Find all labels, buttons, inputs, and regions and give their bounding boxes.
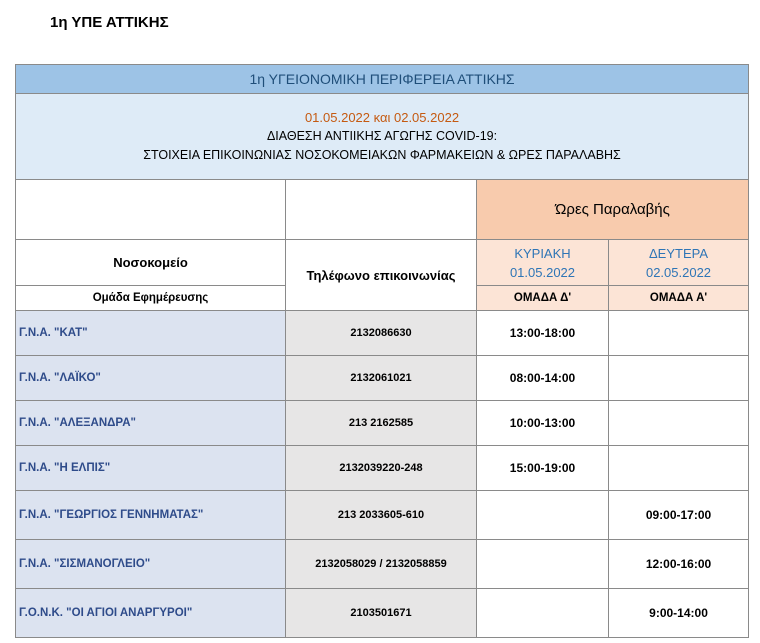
day1-date: 01.05.2022	[509, 264, 576, 280]
day2-hours	[609, 446, 749, 491]
phone-number: 2132039220-248	[286, 446, 477, 491]
hospital-name: Γ.Ν.Α. "ΓΕΩΡΓΙΟΣ ΓΕΝΝΗΜΑΤΑΣ"	[16, 491, 286, 540]
day1-hours	[477, 491, 609, 540]
table-row	[16, 446, 749, 491]
blank-cell	[16, 180, 286, 240]
phone-number: 2132086630	[286, 311, 477, 356]
day2-hours	[609, 356, 749, 401]
hospital-name: Γ.Ν.Α. "ΚΑΤ"	[16, 311, 286, 356]
day2-hours	[609, 401, 749, 446]
table-row	[16, 589, 749, 638]
day2-group: ΟΜΑΔΑ Α'	[609, 286, 749, 311]
day2-hours: 12:00-16:00	[609, 540, 749, 589]
day1-name: ΚΥΡΙΑΚΗ	[514, 245, 571, 261]
day2-name: ΔΕΥΤΕΡΑ	[649, 245, 709, 261]
phone-header: Τηλέφωνο επικοινωνίας	[286, 240, 477, 311]
day1-hours	[477, 589, 609, 638]
pharmacy-schedule-table	[15, 64, 749, 638]
phone-number: 213 2033605-610	[286, 491, 477, 540]
day1-hours	[477, 540, 609, 589]
phone-number: 2103501671	[286, 589, 477, 638]
hospital-name: Γ.Ν.Α. "ΑΛΕΞΑΝΔΡΑ"	[16, 401, 286, 446]
hospital-header: Νοσοκομείο	[16, 240, 286, 286]
hospital-name: Γ.Ν.Α. "Η ΕΛΠΙΣ"	[16, 446, 286, 491]
table-dates: 01.05.2022 και 02.05.2022	[304, 110, 460, 125]
day2-header	[609, 240, 749, 286]
table-subtitle-2: ΣΤΟΙΧΕΙΑ ΕΠΙΚΟΙΝΩΝΙΑΣ ΝΟΣΟΚΟΜΕΙΑΚΩΝ ΦΑΡΜΑΚΕΙΩΝ & ΩΡΕΣ ΠΑΡΑΛΑΒΗΣ	[143, 148, 621, 162]
day2-date: 02.05.2022	[645, 264, 712, 280]
duty-header: Ομάδα Εφημέρευσης	[16, 286, 286, 311]
table-row	[16, 356, 749, 401]
table-row	[16, 540, 749, 589]
table-row	[16, 401, 749, 446]
hours-header: Ώρες Παραλαβής	[477, 180, 749, 240]
day1-hours: 08:00-14:00	[477, 356, 609, 401]
day2-hours: 09:00-17:00	[609, 491, 749, 540]
hospital-name: Γ.Ν.Α. "ΛΑΪΚΟ"	[16, 356, 286, 401]
table-subtitle-1: ΔΙΑΘΕΣΗ ΑΝΤΙΙΚΗΣ ΑΓΩΓΗΣ COVID-19:	[266, 129, 498, 143]
blank-cell	[286, 180, 477, 240]
table-row	[16, 311, 749, 356]
phone-number: 2132061021	[286, 356, 477, 401]
hospital-name: Γ.Ν.Α. "ΣΙΣΜΑΝΟΓΛΕΙΟ"	[16, 540, 286, 589]
day2-hours: 9:00-14:00	[609, 589, 749, 638]
table-title: 1η ΥΓΕΙΟΝΟΜΙΚΗ ΠΕΡΙΦΕΡΕΙΑ ΑΤΤΙΚΗΣ	[16, 65, 749, 94]
table-row	[16, 491, 749, 540]
day1-hours: 15:00-19:00	[477, 446, 609, 491]
table-info	[16, 94, 749, 180]
day1-header	[477, 240, 609, 286]
phone-number: 213 2162585	[286, 401, 477, 446]
day1-hours: 10:00-13:00	[477, 401, 609, 446]
phone-number: 2132058029 / 2132058859	[286, 540, 477, 589]
hospital-name: Γ.Ο.Ν.Κ. "ΟΙ ΑΓΙΟΙ ΑΝΑΡΓΥΡΟΙ"	[16, 589, 286, 638]
page-heading: 1η ΥΠΕ ΑΤΤΙΚΗΣ	[50, 14, 169, 31]
day2-hours	[609, 311, 749, 356]
day1-hours: 13:00-18:00	[477, 311, 609, 356]
day1-group: ΟΜΑΔΑ Δ'	[477, 286, 609, 311]
